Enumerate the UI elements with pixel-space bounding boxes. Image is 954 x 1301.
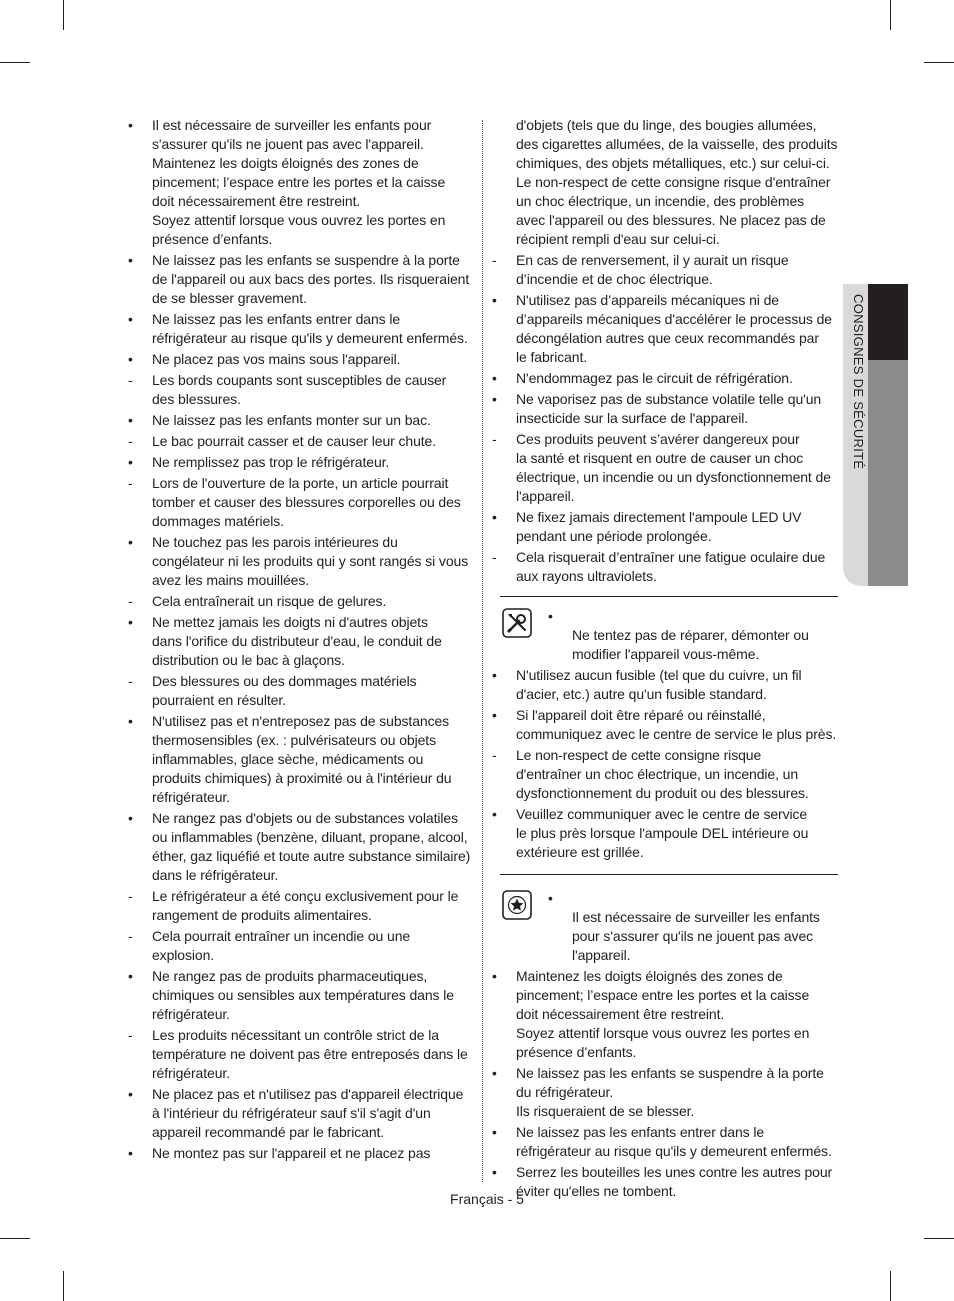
bullet: • xyxy=(492,391,497,407)
item-text: Ne touchez pas les parois intérieures du congélateur ni les produits qui y sont rangés si vous avez les mains mouillées. xyxy=(152,534,469,588)
item-text: Ne laissez pas les enfants se suspendre à la porte du réfrigérateur. Ils risqueraient de se blesser. xyxy=(516,1065,824,1119)
bullet: • xyxy=(128,968,133,984)
dash-marker: - xyxy=(492,747,497,763)
dash-marker: - xyxy=(492,252,497,268)
section-rule xyxy=(500,874,838,875)
crop-mark xyxy=(924,62,954,63)
list-item xyxy=(492,116,838,249)
crop-mark xyxy=(63,1271,64,1301)
important-notice xyxy=(492,889,838,965)
item-text: N'utilisez aucun fusible (tel que du cuivre, un fil d'acier, etc.) autre qu'un fusible standard. xyxy=(516,667,802,702)
list-item xyxy=(492,805,838,862)
item-text: Maintenez les doigts éloignés des zones de pincement; l’espace entre les portes et la caisse doit nécessairement être restreint. Soyez attentif lorsque vous ouvrez les portes en présence d’enfants. xyxy=(516,968,810,1060)
item-text: Lors de l'ouverture de la porte, un article pourrait tomber et causer des blessures corporelles ou des dommages matériels. xyxy=(152,475,461,529)
item-text: Ne rangez pas d'objets ou de substances volatiles ou inflammables (benzène, diluant, propane, alcool, éther, gaz liquéfié et toute autre substance similaire) dans le réfrigérateur. xyxy=(152,810,471,883)
item-text: Ne laissez pas les enfants entrer dans le réfrigérateur au risque qu'ils y demeurent enfermés. xyxy=(516,1124,832,1159)
list-item xyxy=(492,508,838,546)
side-tab-marker xyxy=(868,284,908,360)
bullet: • xyxy=(492,1124,497,1140)
section-tab-label: CONSIGNES DE SÉCURITÉ xyxy=(851,294,866,470)
bullet: • xyxy=(492,292,497,308)
item-text: Ne remplissez pas trop le réfrigérateur. xyxy=(152,454,390,470)
list-item xyxy=(128,613,472,670)
repair-tools-icon xyxy=(502,608,532,638)
right-column xyxy=(492,116,838,1203)
item-text: Serrez les bouteilles les unes contre les autres pour éviter qu'elles ne tombent. xyxy=(516,1164,833,1199)
item-text: Cela risquerait d’entraîner une fatigue oculaire due aux rayons ultraviolets. xyxy=(516,549,826,584)
item-text: d'objets (tels que du linge, des bougies allumées, des cigarettes allumées, de la vaisselle, des produits chimiques, des objets métalliques, etc.) sur celui-ci. Le non-respect de cette consigne risque d'entraîner un choc électrique, un incendie, des problèmes avec l'appareil ou des blessures. Ne placez pas de récipient rempli d'eau sur celui-ci. xyxy=(516,117,838,247)
item-text: Il est nécessaire de surveiller les enfants pour s'assurer qu'ils ne jouent pas avec l'appareil. xyxy=(572,909,820,963)
list-item xyxy=(128,350,472,369)
item-text: Ne placez pas et n'utilisez pas d'appareil électrique à l'intérieur du réfrigérateur sauf s'il s'agit d'un appareil recommandé par le fabricant. xyxy=(152,1086,464,1140)
bullet: • xyxy=(548,890,553,906)
item-text: Ne montez pas sur l'appareil et ne placez pas xyxy=(152,1145,431,1161)
crop-mark xyxy=(0,62,30,63)
list-item xyxy=(128,1085,472,1142)
bullet: • xyxy=(128,1145,133,1161)
bullet: • xyxy=(548,608,553,624)
list-item xyxy=(128,967,472,1024)
list-item xyxy=(492,967,838,1062)
item-text: N'endommagez pas le circuit de réfrigération. xyxy=(516,370,793,386)
dash-marker: - xyxy=(128,593,133,609)
list-item xyxy=(128,371,472,409)
item-text: Ne mettez jamais les doigts ni d'autres objets dans l'orifice du distributeur d'eau, le conduit de distribution ou le bac à glaçons. xyxy=(152,614,442,668)
bullet: • xyxy=(492,1164,497,1180)
item-text: Ne rangez pas de produits pharmaceutiques, chimiques ou sensibles aux températures dans le réfrigérateur. xyxy=(152,968,454,1022)
dash-marker: - xyxy=(128,372,133,388)
item-text: Si l'appareil doit être réparé ou réinstallé, communiquez avec le centre de service le plus près. xyxy=(516,707,837,742)
list-item xyxy=(128,672,472,710)
item-text: En cas de renversement, il y aurait un risque d’incendie et de choc électrique. xyxy=(516,252,789,287)
bullet: • xyxy=(128,614,133,630)
item-text: Ne vaporisez pas de substance volatile telle qu'un insecticide sur la surface de l'appareil. xyxy=(516,391,822,426)
left-column xyxy=(128,116,472,1165)
bullet: • xyxy=(128,117,133,133)
dash-marker: - xyxy=(128,433,133,449)
side-tab-band xyxy=(868,360,908,586)
list-item xyxy=(128,887,472,925)
bullet: • xyxy=(128,252,133,268)
item-text: Veuillez communiquer avec le centre de service le plus près lorsque l'ampoule DEL intérieure ou extérieure est grillée. xyxy=(516,806,809,860)
item-text: Le réfrigérateur a été conçu exclusivement pour le rangement de produits alimentaires. xyxy=(152,888,459,923)
item-text: N'utilisez pas d’appareils mécaniques ni de d’appareils mécaniques d'accélérer le processus de décongélation autres que ceux recommandés par le fabricant. xyxy=(516,292,832,365)
section-rule xyxy=(500,596,838,597)
item-text: Ne tentez pas de réparer, démonter ou modifier l'appareil vous-même. xyxy=(572,627,809,662)
list-item xyxy=(128,310,472,348)
bullet: • xyxy=(492,806,497,822)
crop-mark xyxy=(890,0,891,30)
item-text: Les produits nécessitant un contrôle strict de la température ne doivent pas être entreposés dans le réfrigérateur. xyxy=(152,1027,468,1081)
bullet: • xyxy=(492,1065,497,1081)
bullet: • xyxy=(128,713,133,729)
crop-mark xyxy=(0,1238,30,1239)
repair-warning xyxy=(492,607,838,664)
dash-marker: - xyxy=(492,549,497,565)
repair-list xyxy=(492,666,838,862)
list-item xyxy=(128,592,472,611)
item-text: Ne placez pas vos mains sous l'appareil. xyxy=(152,351,401,367)
item-text: Cela entraînerait un risque de gelures. xyxy=(152,593,387,609)
list-item xyxy=(492,1123,838,1161)
list-item xyxy=(128,453,472,472)
bullet: • xyxy=(128,810,133,826)
item-text: Le non-respect de cette consigne risque d'entraîner un choc électrique, un incendie, un dysfonctionnement du produit ou des blessures. xyxy=(516,747,809,801)
item-text: Il est nécessaire de surveiller les enfants pour s'assurer qu'ils ne jouent pas avec l'appareil. Maintenez les doigts éloignés des zones de pincement; l’espace entre les portes et la caisse doit nécessairement être restreint. Soyez attentif lorsque vous ouvrez les portes en présence d’enfants. xyxy=(152,117,446,247)
list-item xyxy=(128,474,472,531)
list-item xyxy=(492,291,838,367)
bullet: • xyxy=(492,968,497,984)
list-item xyxy=(128,1144,472,1163)
dash-marker: - xyxy=(128,673,133,689)
list-item xyxy=(128,432,472,451)
list-item xyxy=(492,746,838,803)
right-top-list xyxy=(492,116,838,586)
item-text: Les bords coupants sont susceptibles de causer des blessures. xyxy=(152,372,447,407)
page-number: Français - 5 xyxy=(450,1191,524,1207)
item-text: Des blessures ou des dommages matériels pourraient en résulter. xyxy=(152,673,417,708)
list-item xyxy=(492,251,838,289)
item-text: Ne fixez jamais directement l'ampoule LED UV pendant une période prolongée. xyxy=(516,509,802,544)
list-item xyxy=(492,706,838,744)
bullet: • xyxy=(492,667,497,683)
list-item xyxy=(492,390,838,428)
bullet: • xyxy=(492,370,497,386)
list-item xyxy=(492,369,838,388)
item-text: N'utilisez pas et n'entreposez pas de substances thermosensibles (ex. : pulvérisateurs ou objets inflammables, glace sèche, médicaments ou produits chimiques) à proximité ou à l'intérieur du réfrigérateur. xyxy=(152,713,452,805)
bullet: • xyxy=(128,311,133,327)
bullet: • xyxy=(128,412,133,428)
list-item xyxy=(548,607,838,664)
dash-marker: - xyxy=(128,888,133,904)
star-list xyxy=(492,967,838,1201)
item-text: Ces produits peuvent s’avérer dangereux pour la santé et risquent en outre de causer un choc électrique, un incendie ou un dysfonctionnement de l'appareil. xyxy=(516,431,831,504)
crop-mark xyxy=(63,0,64,30)
star-icon xyxy=(502,890,532,920)
column-divider xyxy=(482,120,483,1182)
item-text: Ne laissez pas les enfants se suspendre à la porte de l'appareil ou aux bacs des portes. Ils risqueraient de se blesser gravement. xyxy=(152,252,470,306)
bullet: • xyxy=(128,351,133,367)
list-item xyxy=(492,1064,838,1121)
crop-mark xyxy=(890,1271,891,1301)
list-item xyxy=(128,809,472,885)
bullet: • xyxy=(492,509,497,525)
dash-marker: - xyxy=(492,431,497,447)
list-item xyxy=(128,251,472,308)
dash-marker: - xyxy=(128,475,133,491)
list-item xyxy=(128,1026,472,1083)
list-item xyxy=(128,116,472,249)
item-text: Ne laissez pas les enfants entrer dans le réfrigérateur au risque qu'ils y demeurent enfermés. xyxy=(152,311,468,346)
dash-marker: - xyxy=(128,1027,133,1043)
list-item xyxy=(128,411,472,430)
bullet: • xyxy=(128,454,133,470)
dash-marker: - xyxy=(128,928,133,944)
crop-mark xyxy=(924,1238,954,1239)
bullet: • xyxy=(492,707,497,723)
item-text: Cela pourrait entraîner un incendie ou une explosion. xyxy=(152,928,411,963)
list-item xyxy=(548,889,838,965)
list-item xyxy=(128,927,472,965)
list-item xyxy=(492,666,838,704)
item-text: Le bac pourrait casser et de causer leur chute. xyxy=(152,433,437,449)
list-item xyxy=(128,533,472,590)
bullet: • xyxy=(128,1086,133,1102)
item-text: Ne laissez pas les enfants monter sur un bac. xyxy=(152,412,431,428)
list-item xyxy=(492,430,838,506)
list-item xyxy=(492,548,838,586)
bullet: • xyxy=(128,534,133,550)
list-item xyxy=(128,712,472,807)
